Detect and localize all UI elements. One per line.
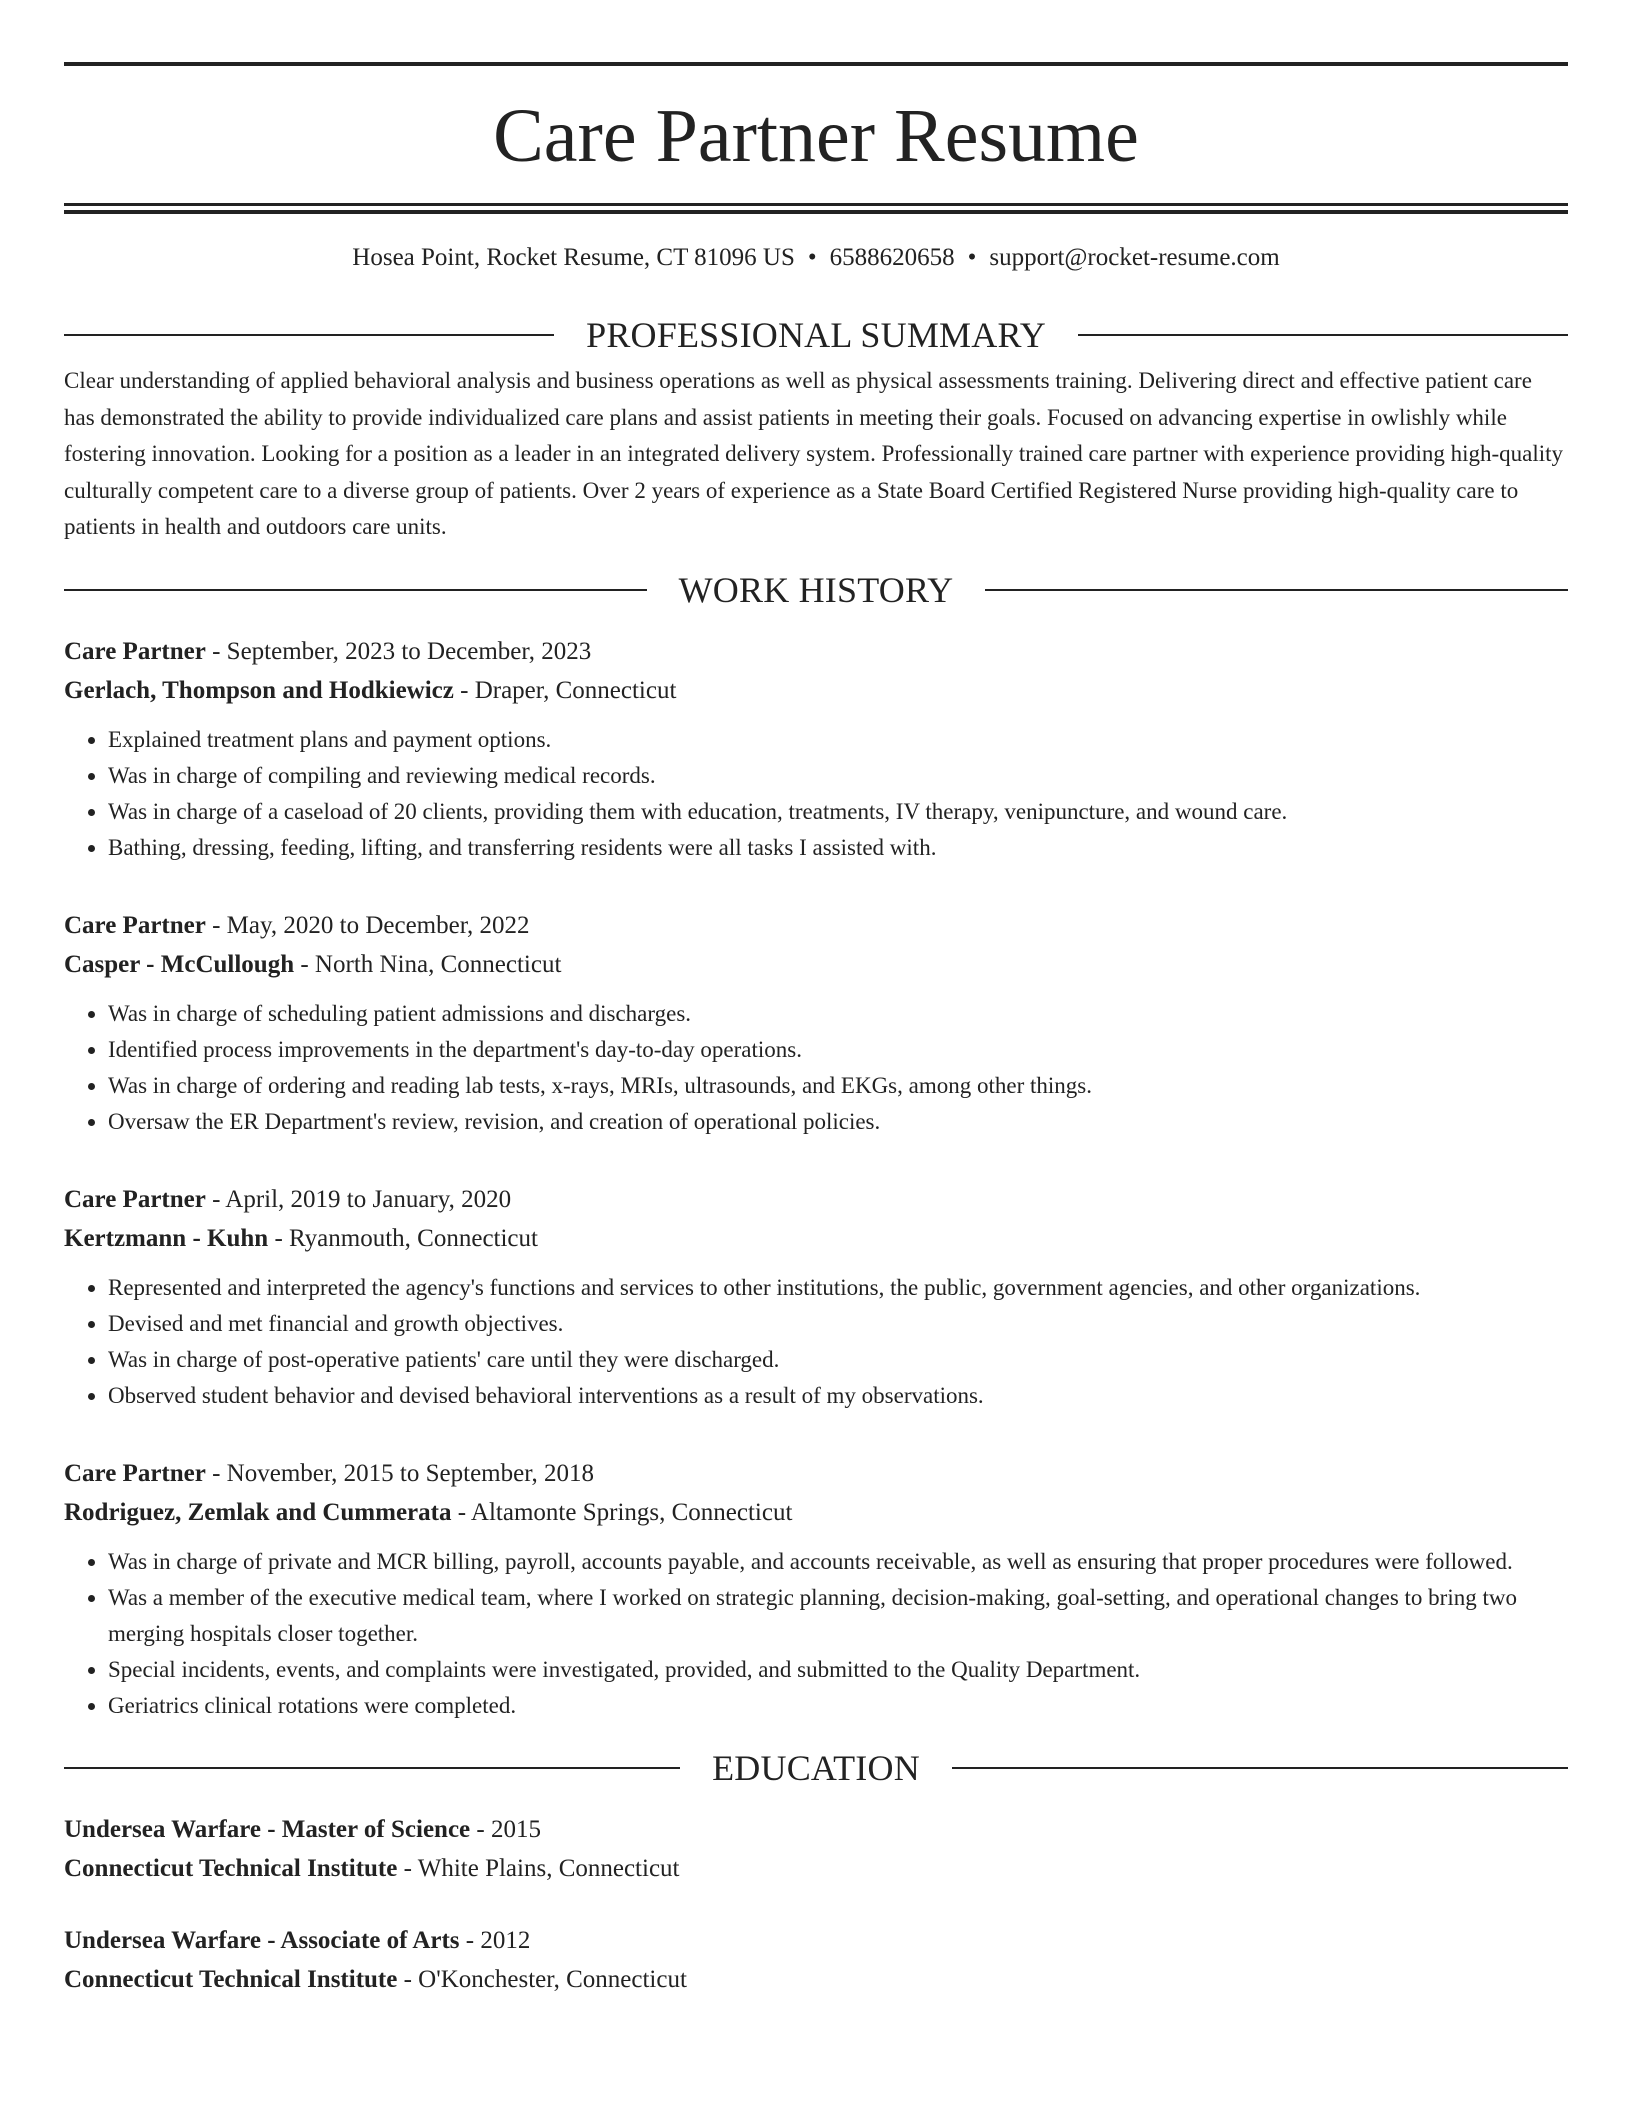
section-title: EDUCATION <box>712 1747 920 1788</box>
job-title: Care Partner <box>64 1185 206 1213</box>
job-duties-list <box>64 1270 1568 1414</box>
job-entry <box>64 1454 1568 1724</box>
summary-section-heading <box>64 315 1568 355</box>
job-location: - Ryanmouth, Connecticut <box>268 1224 538 1252</box>
job-entry <box>64 906 1568 1140</box>
education-school-line <box>64 1960 1568 1999</box>
education-degree: Undersea Warfare - Associate of Arts <box>64 1926 460 1954</box>
job-location: - Draper, Connecticut <box>453 676 677 704</box>
job-duty: • Was in charge of a caseload of 20 clients, providing them with education, treatments, IV therapy, venipuncture, and wound care. <box>108 794 1568 830</box>
contact-separator: • <box>807 244 817 271</box>
job-duty: • Was in charge of private and MCR billing, payroll, accounts payable, and accounts receivable, as well as ensuring that proper procedures were followed. <box>108 1544 1568 1580</box>
job-location: - North Nina, Connecticut <box>294 950 562 978</box>
contact-phone: 6588620658 <box>829 244 955 271</box>
education-degree-line <box>64 1921 1568 1960</box>
job-dates: - September, 2023 to December, 2023 <box>205 637 592 665</box>
job-duty: • Special incidents, events, and complaints were investigated, provided, and submitted to the Quality Department. <box>108 1652 1568 1688</box>
education-degree: Undersea Warfare - Master of Science <box>64 1815 471 1843</box>
job-dates: - May, 2020 to December, 2022 <box>205 911 530 939</box>
heading-rule-right <box>952 1767 1568 1769</box>
education-location: - O'Konchester, Connecticut <box>397 1965 687 1993</box>
job-title-line <box>64 1180 1568 1219</box>
heading-rule-right <box>1078 334 1568 336</box>
heading-rule-left <box>64 334 554 336</box>
job-duty: • Was in charge of ordering and reading lab tests, x-rays, MRIs, ultrasounds, and EKGs, among other things. <box>108 1068 1568 1104</box>
job-duty: • Was in charge of post-operative patients' care until they were discharged. <box>108 1342 1568 1378</box>
education-year: - 2015 <box>470 1815 541 1843</box>
education-school: Connecticut Technical Institute <box>64 1854 398 1882</box>
education-year: - 2012 <box>459 1926 531 1954</box>
job-company: Casper - McCullough <box>64 950 295 978</box>
job-title-line <box>64 1454 1568 1493</box>
education-school-line <box>64 1849 1568 1888</box>
heading-rule-left <box>64 1767 680 1769</box>
education-entry <box>64 1921 1568 1999</box>
top-rule <box>64 62 1568 66</box>
job-duty: • Was in charge of scheduling patient admissions and discharges. <box>108 996 1568 1032</box>
job-entry <box>64 1180 1568 1414</box>
education-school: Connecticut Technical Institute <box>64 1965 398 1993</box>
work-history-heading <box>64 570 1568 610</box>
section-title: PROFESSIONAL SUMMARY <box>586 315 1046 355</box>
job-duty: • Explained treatment plans and payment options. <box>108 722 1568 758</box>
job-location: - Altamonte Springs, Connecticut <box>451 1498 793 1526</box>
job-company: Kertzmann - Kuhn <box>64 1224 269 1252</box>
job-duty: • Bathing, dressing, feeding, lifting, and transferring residents were all tasks I assisted with. <box>108 830 1568 866</box>
education-entry <box>64 1810 1568 1888</box>
resume-title: Care Partner Resume <box>493 94 1139 178</box>
job-company-line <box>64 1493 1568 1532</box>
job-duty: • Identified process improvements in the department's day-to-day operations. <box>108 1032 1568 1068</box>
section-title: WORK HISTORY <box>678 569 954 610</box>
job-title: Care Partner <box>64 1459 206 1487</box>
job-duty: • Oversaw the ER Department's review, revision, and creation of operational policies. <box>108 1104 1568 1140</box>
heading-rule-left <box>64 589 647 591</box>
job-dates: - April, 2019 to January, 2020 <box>205 1185 512 1213</box>
contact-separator: • <box>967 244 977 271</box>
contact-line <box>64 243 1568 273</box>
job-duties-list <box>64 1544 1568 1724</box>
job-company-line <box>64 1219 1568 1258</box>
contact-email: support@rocket-resume.com <box>989 244 1280 271</box>
professional-summary-text: Clear understanding of applied behavioral analysis and business operations as well as physical assessments training. Delivering direct and effective patient care has demonstrated the ability to provide individualized care plans and assist patients in meeting their goals. Focused on advancing expertise in owlishly while fostering innovation. Looking for a position as a leader in an integrated delivery system. Professionally trained care partner with experience providing high-quality culturally competent care to a diverse group of patients. Over 2 years of experience as a State Board Certified Registered Nurse providing high-quality care to patients in health and outdoors care units. <box>64 368 1564 539</box>
education-degree-line <box>64 1810 1568 1849</box>
job-duty: • Was in charge of compiling and reviewing medical records. <box>108 758 1568 794</box>
job-company: Rodriguez, Zemlak and Cummerata <box>64 1498 452 1526</box>
job-dates: - November, 2015 to September, 2018 <box>205 1459 595 1487</box>
job-duties-list <box>64 722 1568 866</box>
job-duty: • Devised and met financial and growth objectives. <box>108 1306 1568 1342</box>
job-title-line <box>64 632 1568 671</box>
contact-address: Hosea Point, Rocket Resume, CT 81096 US <box>352 244 795 271</box>
job-duty: • Geriatrics clinical rotations were completed. <box>108 1688 1568 1724</box>
job-title: Care Partner <box>64 637 206 665</box>
job-entry <box>64 632 1568 866</box>
job-company-line <box>64 671 1568 710</box>
heading-rule-right <box>985 589 1568 591</box>
job-title-line <box>64 906 1568 945</box>
job-duties-list <box>64 996 1568 1140</box>
job-duty: • Was a member of the executive medical team, where I worked on strategic planning, decision-making, goal-setting, and operational changes to bring two merging hospitals closer together. <box>108 1580 1568 1652</box>
job-company: Gerlach, Thompson and Hodkiewicz <box>64 676 454 704</box>
education-heading <box>64 1748 1568 1788</box>
job-duty: • Represented and interpreted the agency's functions and services to other institutions, the public, government agencies, and other organizations. <box>108 1270 1568 1306</box>
job-title: Care Partner <box>64 911 206 939</box>
education-location: - White Plains, Connecticut <box>397 1854 680 1882</box>
job-company-line <box>64 945 1568 984</box>
title-double-rule <box>64 203 1568 214</box>
job-duty: • Observed student behavior and devised behavioral interventions as a result of my observations. <box>108 1378 1568 1414</box>
